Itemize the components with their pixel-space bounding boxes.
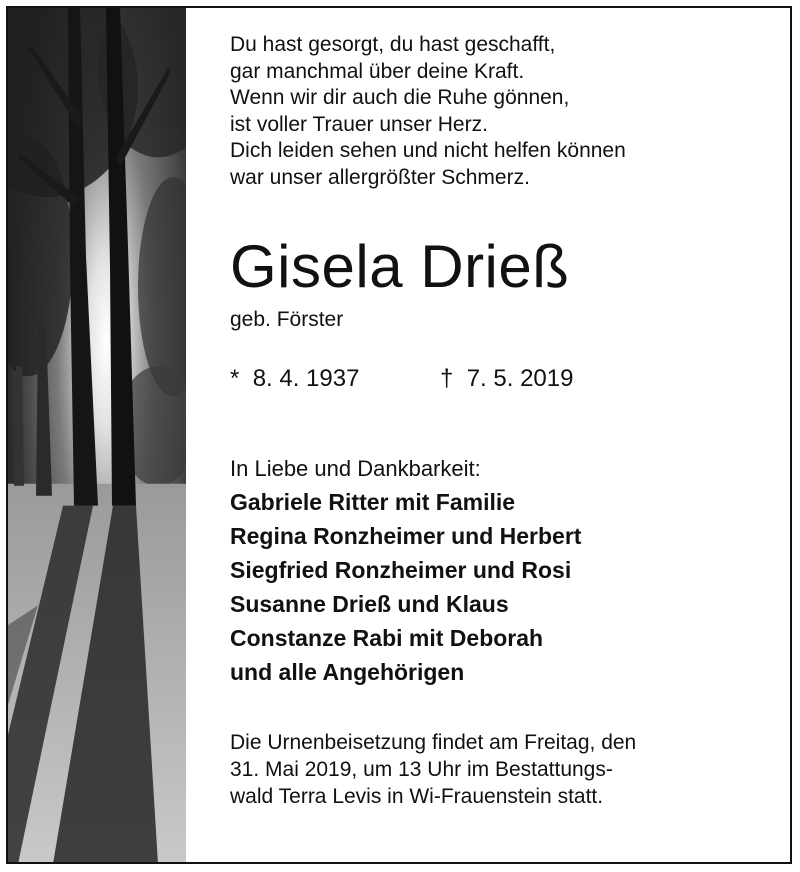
birth-date-value: 8. 4. 1937 bbox=[252, 365, 360, 392]
family-list bbox=[230, 485, 770, 689]
obituary-text bbox=[230, 32, 770, 810]
obituary-frame bbox=[6, 6, 792, 864]
family-member: Regina Ronzheimer und Herbert bbox=[230, 523, 582, 549]
family-member: Constanze Rabi mit Deborah bbox=[230, 625, 544, 651]
family-member: Susanne Drieß und Klaus bbox=[230, 591, 509, 617]
maiden-name: geb. Förster bbox=[230, 308, 344, 331]
family-member: Gabriele Ritter mit Familie bbox=[230, 489, 516, 515]
notice-line: 31. Mai 2019, um 13 Uhr im Bestattungs- bbox=[230, 758, 613, 781]
death-date bbox=[440, 365, 573, 393]
forest-trees-photo bbox=[8, 8, 186, 862]
life-dates bbox=[230, 365, 770, 393]
poem-line: war unser allergrößter Schmerz. bbox=[230, 165, 530, 189]
deceased-name: Gisela Drieß bbox=[230, 233, 570, 300]
family-member: und alle Angehörigen bbox=[230, 659, 465, 685]
burial-notice bbox=[230, 729, 770, 810]
birth-symbol: * bbox=[230, 365, 240, 392]
cross-icon: † bbox=[440, 365, 454, 392]
death-date-value: 7. 5. 2019 bbox=[466, 365, 574, 392]
poem-line: gar manchmal über deine Kraft. bbox=[230, 59, 525, 83]
poem-line: Wenn wir dir auch die Ruhe gönnen, bbox=[230, 86, 570, 109]
forest-trees-image bbox=[8, 8, 186, 862]
notice-line: Die Urnenbeisetzung findet am Freitag, den bbox=[230, 731, 637, 754]
poem-line: Dich leiden sehen und nicht helfen können bbox=[230, 139, 626, 162]
poem-line: ist voller Trauer unser Herz. bbox=[230, 112, 488, 136]
poem-line: Du hast gesorgt, du hast geschafft, bbox=[230, 33, 556, 56]
notice-line: wald Terra Levis in Wi-Frauenstein statt. bbox=[230, 785, 604, 808]
family-member: Siegfried Ronzheimer und Rosi bbox=[230, 557, 572, 583]
thanks-line: In Liebe und Dankbarkeit: bbox=[230, 456, 481, 481]
poem bbox=[230, 32, 770, 191]
birth-date bbox=[230, 365, 440, 393]
